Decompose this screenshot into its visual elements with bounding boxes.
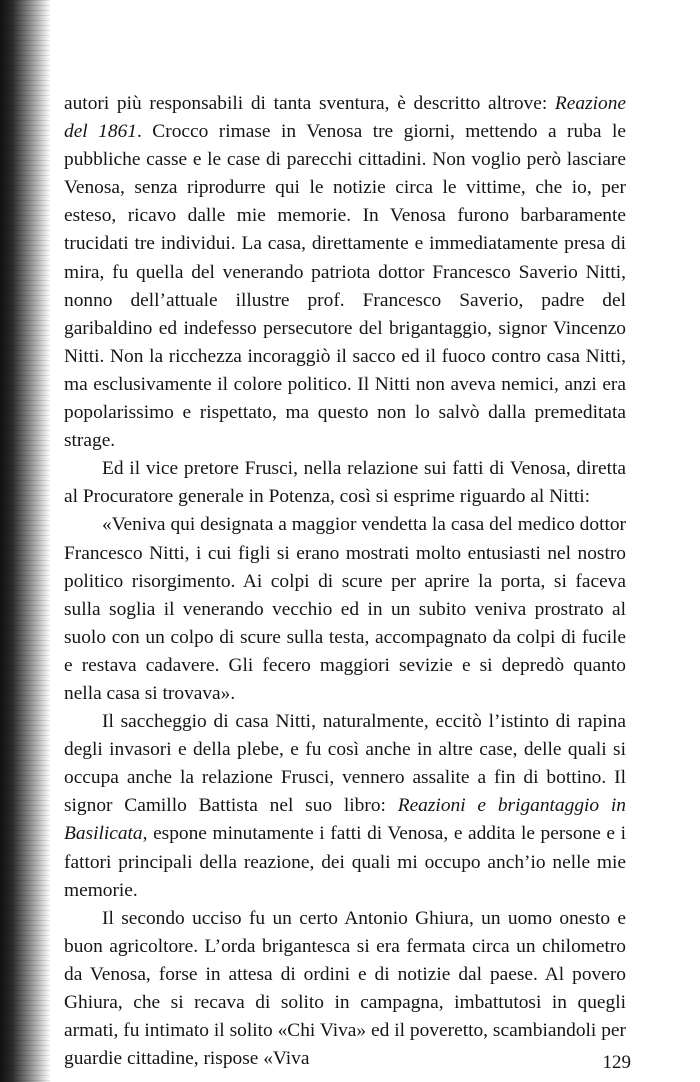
paragraph	[64, 90, 626, 455]
text-run: . Crocco rimase in Venosa tre giorni, mettendo a ruba le pubbliche casse e le case di parecchi cittadini. Non voglio però lasciare Venosa, senza riprodurre qui le notizie circa le vittime, che io, per esteso, ricavo dalle mie memorie. In Venosa furono barbaramente trucidati tre individui. La casa, direttamente e immediatamente presa di mira, fu quella del venerando patriota dottor Francesco Saverio Nitti, nonno dell’attuale illustre prof. Francesco Saverio, padre del garibaldino ed indefesso persecutore del brigantaggio, signor Vincenzo Nitti. Non la ricchezza incoraggiò il sacco ed il fuoco contro casa Nitti, ma esclusivamente il colore politico. Il Nitti non aveva nemici, anzi era popolarissimo e rispettato, ma questo non lo salvò dalla premeditata strage.	[64, 121, 626, 452]
paragraph	[64, 708, 626, 905]
italic-title: Reazione del 1861	[64, 93, 626, 143]
paragraph	[64, 455, 626, 511]
paragraph	[64, 905, 626, 1074]
text-run: Il secondo ucciso fu un certo Antonio Ghiura, un uomo onesto e buon agricoltore. L’orda brigantesca si era fermata circa un chilometro da Venosa, forse in attesa di ordini e di notizie dal paese. Al povero Ghiura, che si recava di solito in campagna, imbattutosi in quegli armati, fu intimato il solito «Chi Viva» ed il poveretto, scambiandoli per guardie cittadine, rispose «Viva	[64, 907, 626, 1070]
page-number: 129	[602, 1052, 631, 1073]
text-run: , espone minutamente i fatti di Venosa, e addita le persone e i fattori principali della reazione, dei quali mi occupo anch’io nelle mie memorie.	[64, 823, 626, 901]
book-spine-shadow	[0, 0, 50, 1082]
text-run: Ed il vice pretore Frusci, nella relazione sui fatti di Venosa, diretta al Procuratore generale in Potenza, così si esprime riguardo al Nitti:	[64, 458, 626, 508]
text-run: autori più responsabili di tanta sventura, è descritto altrove:	[64, 93, 555, 114]
text-run: Il saccheggio di casa Nitti, naturalmente, eccitò l’istinto di rapina degli invasori e della plebe, e fu così anche in altre case, delle quali si occupa anche la relazione Frusci, vennero assalite a fin di bottino. Il signor Camillo Battista nel suo libro:	[64, 711, 626, 817]
text-run: «Veniva qui designata a maggior vendetta la casa del medico dottor Francesco Nitti, i cui figli si erano mostrati molto entusiasti nel nostro politico risorgimento. Ai colpi di scure per aprire la porta, si faceva sulla soglia il venerando vecchio ed in un subito veniva prostrato al suolo con un colpo di scure sulla testa, accompagnato da colpi di fucile e restava cadavere. Gli fecero maggiori sevizie e si depredò quanto nella casa si trovava».	[64, 514, 626, 704]
page-body	[64, 90, 626, 1073]
paragraph	[64, 511, 626, 708]
italic-title: Reazioni e brigantaggio in Basilicata	[64, 795, 626, 845]
